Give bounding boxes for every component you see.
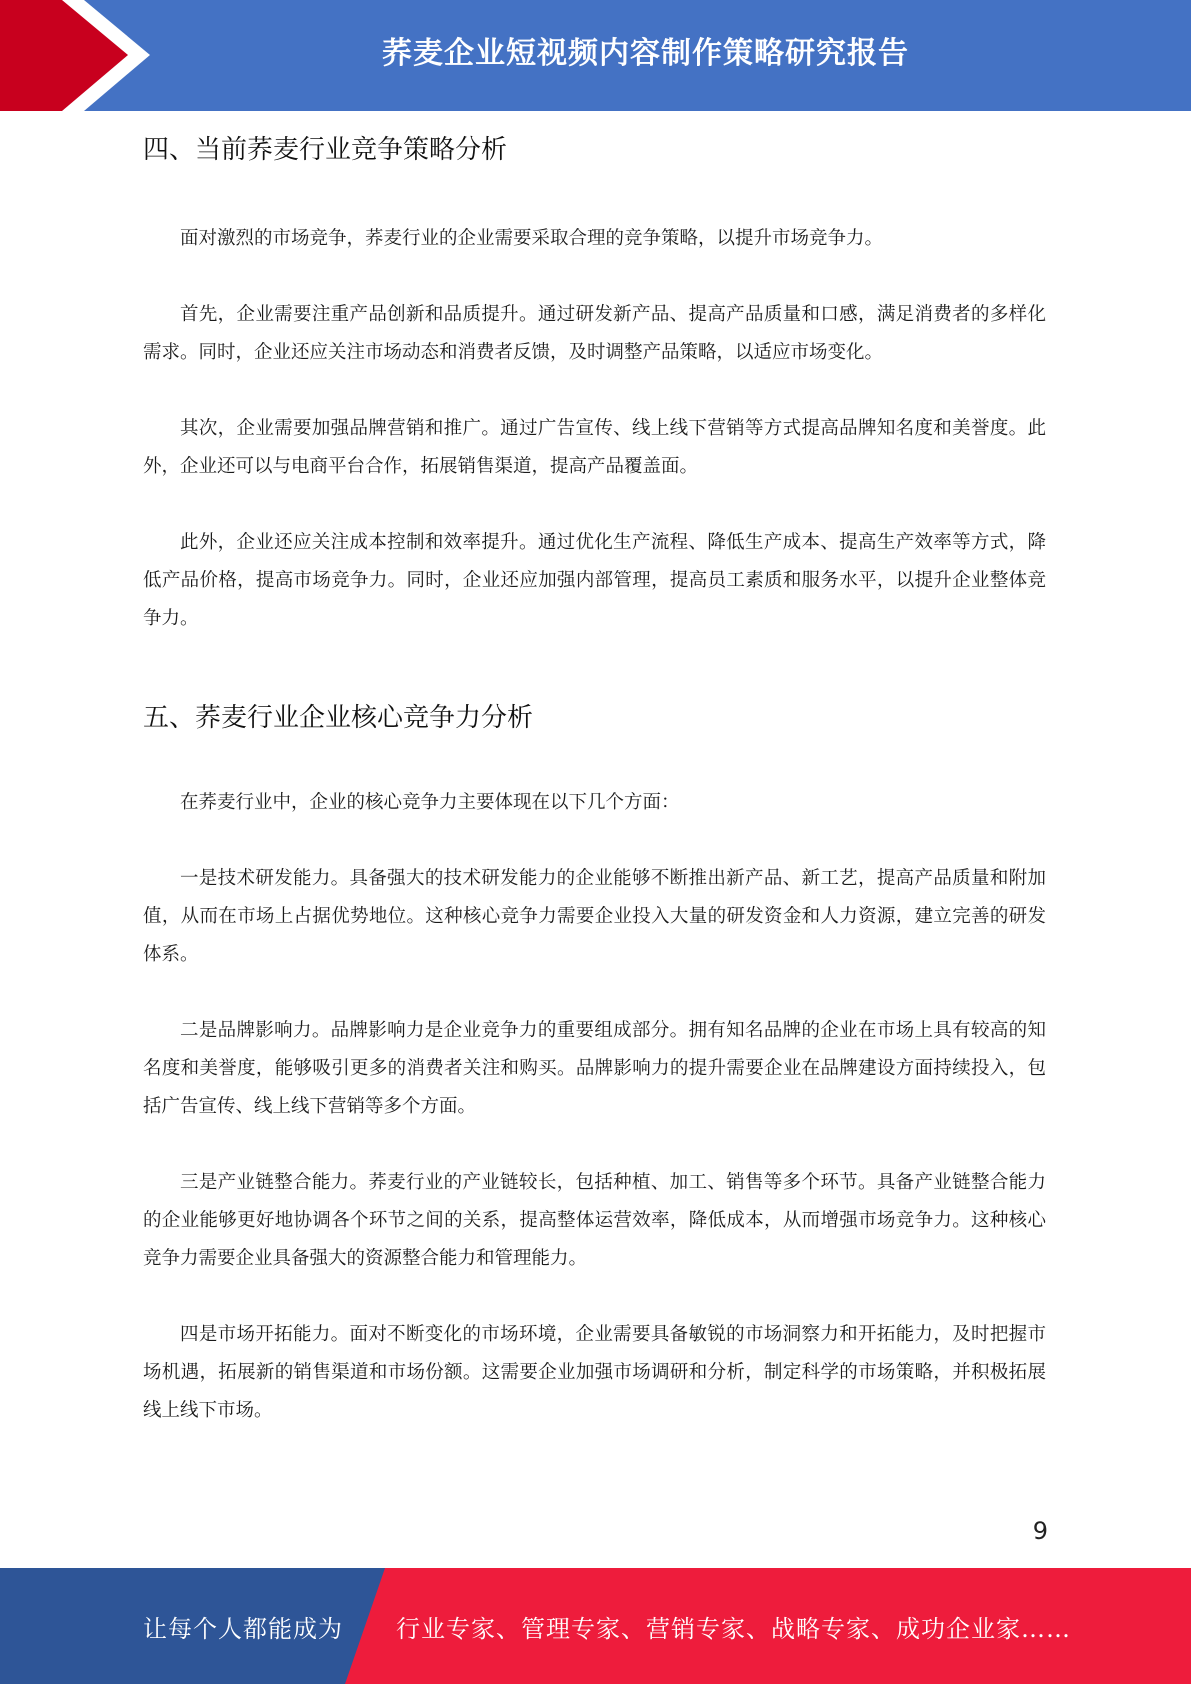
paragraph: 面对激烈的市场竞争，荞麦行业的企业需要采取合理的竞争策略，以提升市场竞争力。 [180,228,884,249]
section-title: 四、当前荞麦行业竞争策略分析 [143,135,508,165]
page-content [143,130,1046,1468]
paragraph: 三是产业链整合能力。荞麦行业的产业链较长，包括种植、加工、销售等多个环节。具备产业链整合能力的企业能够更好地协调各个环节之间的关系，提高整体运营效率，降低成本，从而增强市场竞争力。这种核心竞争力需要企业具备强大的资源整合能力和管理能力。 [143,1172,1046,1269]
paragraph: 二是品牌影响力。品牌影响力是企业竞争力的重要组成部分。拥有知名品牌的企业在市场上具有较高的知名度和美誉度，能够吸引更多的消费者关注和购买。品牌影响力的提升需要企业在品牌建设方面持续投入，包括广告宣传、线上线下营销等多个方面。 [143,1020,1046,1117]
paragraph: 首先，企业需要注重产品创新和品质提升。通过研发新产品、提高产品质量和口感，满足消费者的多样化需求。同时，企业还应关注市场动态和消费者反馈，及时调整产品策略，以适应市场变化。 [143,304,1046,363]
paragraph: 此外，企业还应关注成本控制和效率提升。通过优化生产流程、降低生产成本、提高生产效率等方式，降低产品价格，提高市场竞争力。同时，企业还应加强内部管理，提高员工素质和服务水平，以提升企业整体竞争力。 [143,532,1046,629]
section-competition-strategy [143,130,1046,638]
page-footer [0,1568,1191,1684]
header-arrow-decoration [0,0,160,111]
document-title: 荞麦企业短视频内容制作策略研究报告 [382,36,909,71]
section-title: 五、荞麦行业企业核心竞争力分析 [143,703,534,733]
paragraph: 其次，企业需要加强品牌营销和推广。通过广告宣传、线上线下营销等方式提高品牌知名度和美誉度。此外，企业还可以与电商平台合作，拓展销售渠道，提高产品覆盖面。 [143,418,1046,477]
page-header [0,0,1191,111]
paragraph: 一是技术研发能力。具备强大的技术研发能力的企业能够不断推出新产品、新工艺，提高产品质量和附加值，从而在市场上占据优势地位。这种核心竞争力需要企业投入大量的研发资金和人力资源，建立完善的研发体系。 [143,868,1046,965]
footer-slogan-right: 行业专家、管理专家、营销专家、战略专家、成功企业家…… [396,1614,1071,1643]
footer-slogan-left: 让每个人都能成为 [143,1614,343,1643]
paragraph: 在荞麦行业中，企业的核心竞争力主要体现在以下几个方面： [180,792,680,813]
paragraph: 四是市场开拓能力。面对不断变化的市场环境，企业需要具备敏锐的市场洞察力和开拓能力，及时把握市场机遇，拓展新的销售渠道和市场份额。这需要企业加强市场调研和分析，制定科学的市场策略，并积极拓展线上线下市场。 [143,1324,1046,1421]
page-number: 9 [1032,1517,1048,1545]
section-core-competence [143,698,1046,1430]
